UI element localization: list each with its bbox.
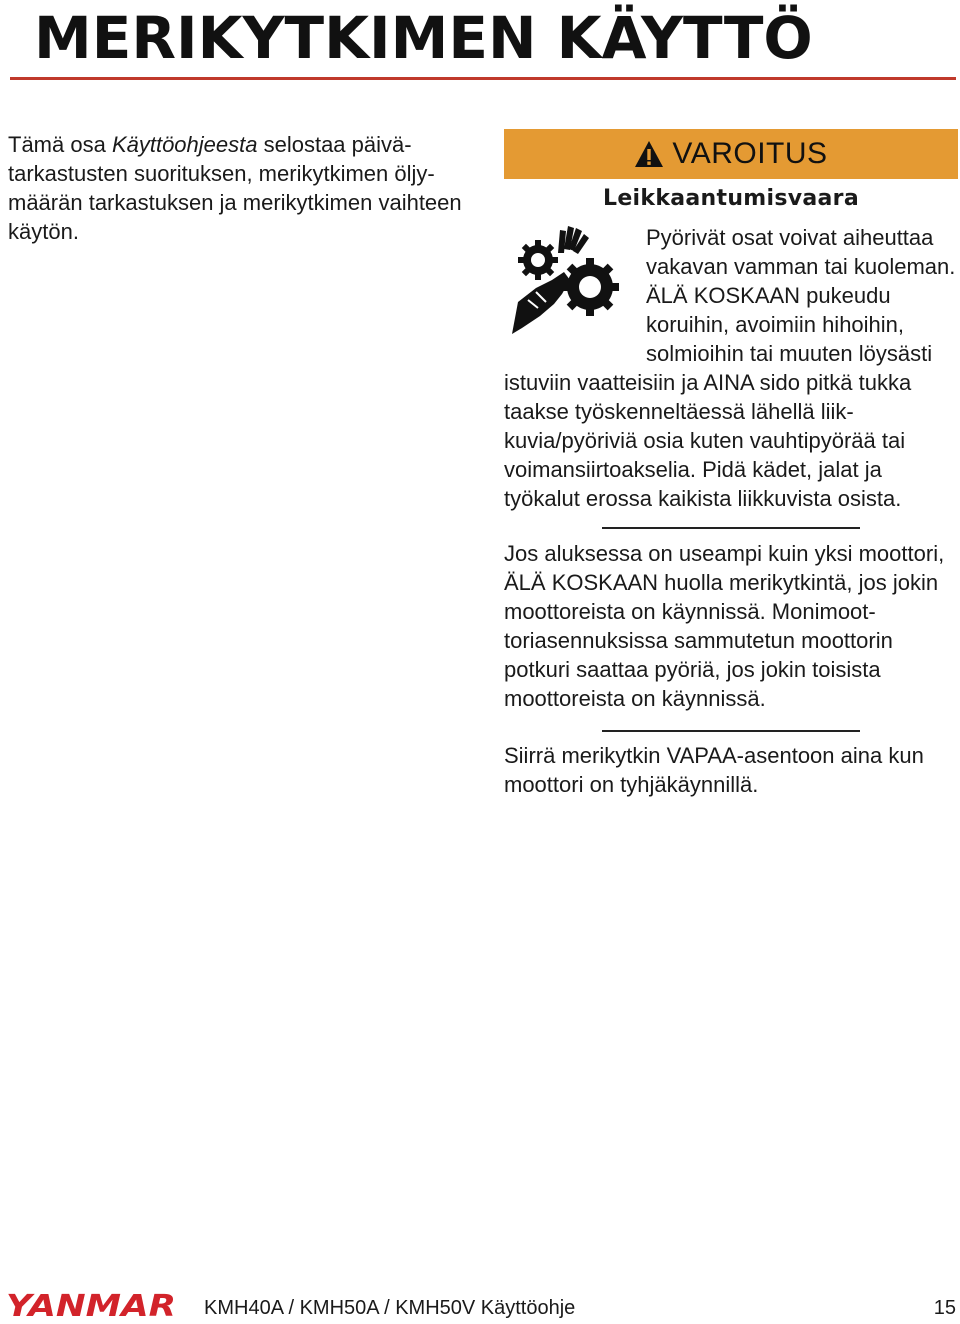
title-rule [10,77,956,80]
intro-emphasis: Käyttöohjeesta [111,132,258,157]
document-title: KMH40A / KMH50A / KMH50V Käyttöohje [204,1297,576,1319]
intro-text-after: selostaa päivätarkastusten suorituksen, merikytkimen öljymäärän tarkastuksen ja merikytkimen vaihteen käytön. [8,132,462,244]
warning-banner [504,129,958,179]
warning-body [504,223,960,513]
warning-body-text: Pyörivät osat voivat aiheuttaa vakavan vamman tai kuoleman. ÄLÄ KOSKAAN pukeudu koruihin, avoimiin hihoihin, solmioihin tai muuten löysästi istuviin vaatteisiin ja AINA sido pitkä tukka taakse työskenneltäessä lähellä liikkuvia/pyöriviä osia kuten vauhtipyörää tai voimansiirtoakselia. Pidä kädet, jalat ja työkalut erossa kaikista liikkuvista osista. [504,225,956,511]
neutral-paragraph: Siirrä merikytkin VAPAA-asentoon aina kun moottori on tyhjäkäynnillä. [504,743,924,797]
yanmar-logo [6,1288,184,1322]
section-divider [602,527,860,529]
page-title: MERIKYTKIMEN KÄYTTÖ [34,4,813,72]
yanmar-logo-text: YANMAR [6,1289,176,1322]
intro-text-before: Tämä osa [8,132,112,157]
hazard-subheading: Leikkaantumisvaara [603,186,859,211]
warning-label: VAROITUS [672,137,828,170]
section-divider [602,730,860,732]
intro-paragraph [8,130,470,246]
icon-text-wrap-space [504,223,646,368]
page-number: 15 [933,1297,956,1319]
multi-engine-paragraph: Jos aluksessa on useampi kuin yksi moottori, ÄLÄ KOSKAAN huolla merikytkintä, jos jokin moottoreista on käynnissä. Monimoottoriasennuksissa sammutetun moottorin potkuri saattaa pyöriä, jos jokin toisista moottoreista on käynnissä. [504,541,945,711]
warning-triangle-icon [634,139,664,169]
